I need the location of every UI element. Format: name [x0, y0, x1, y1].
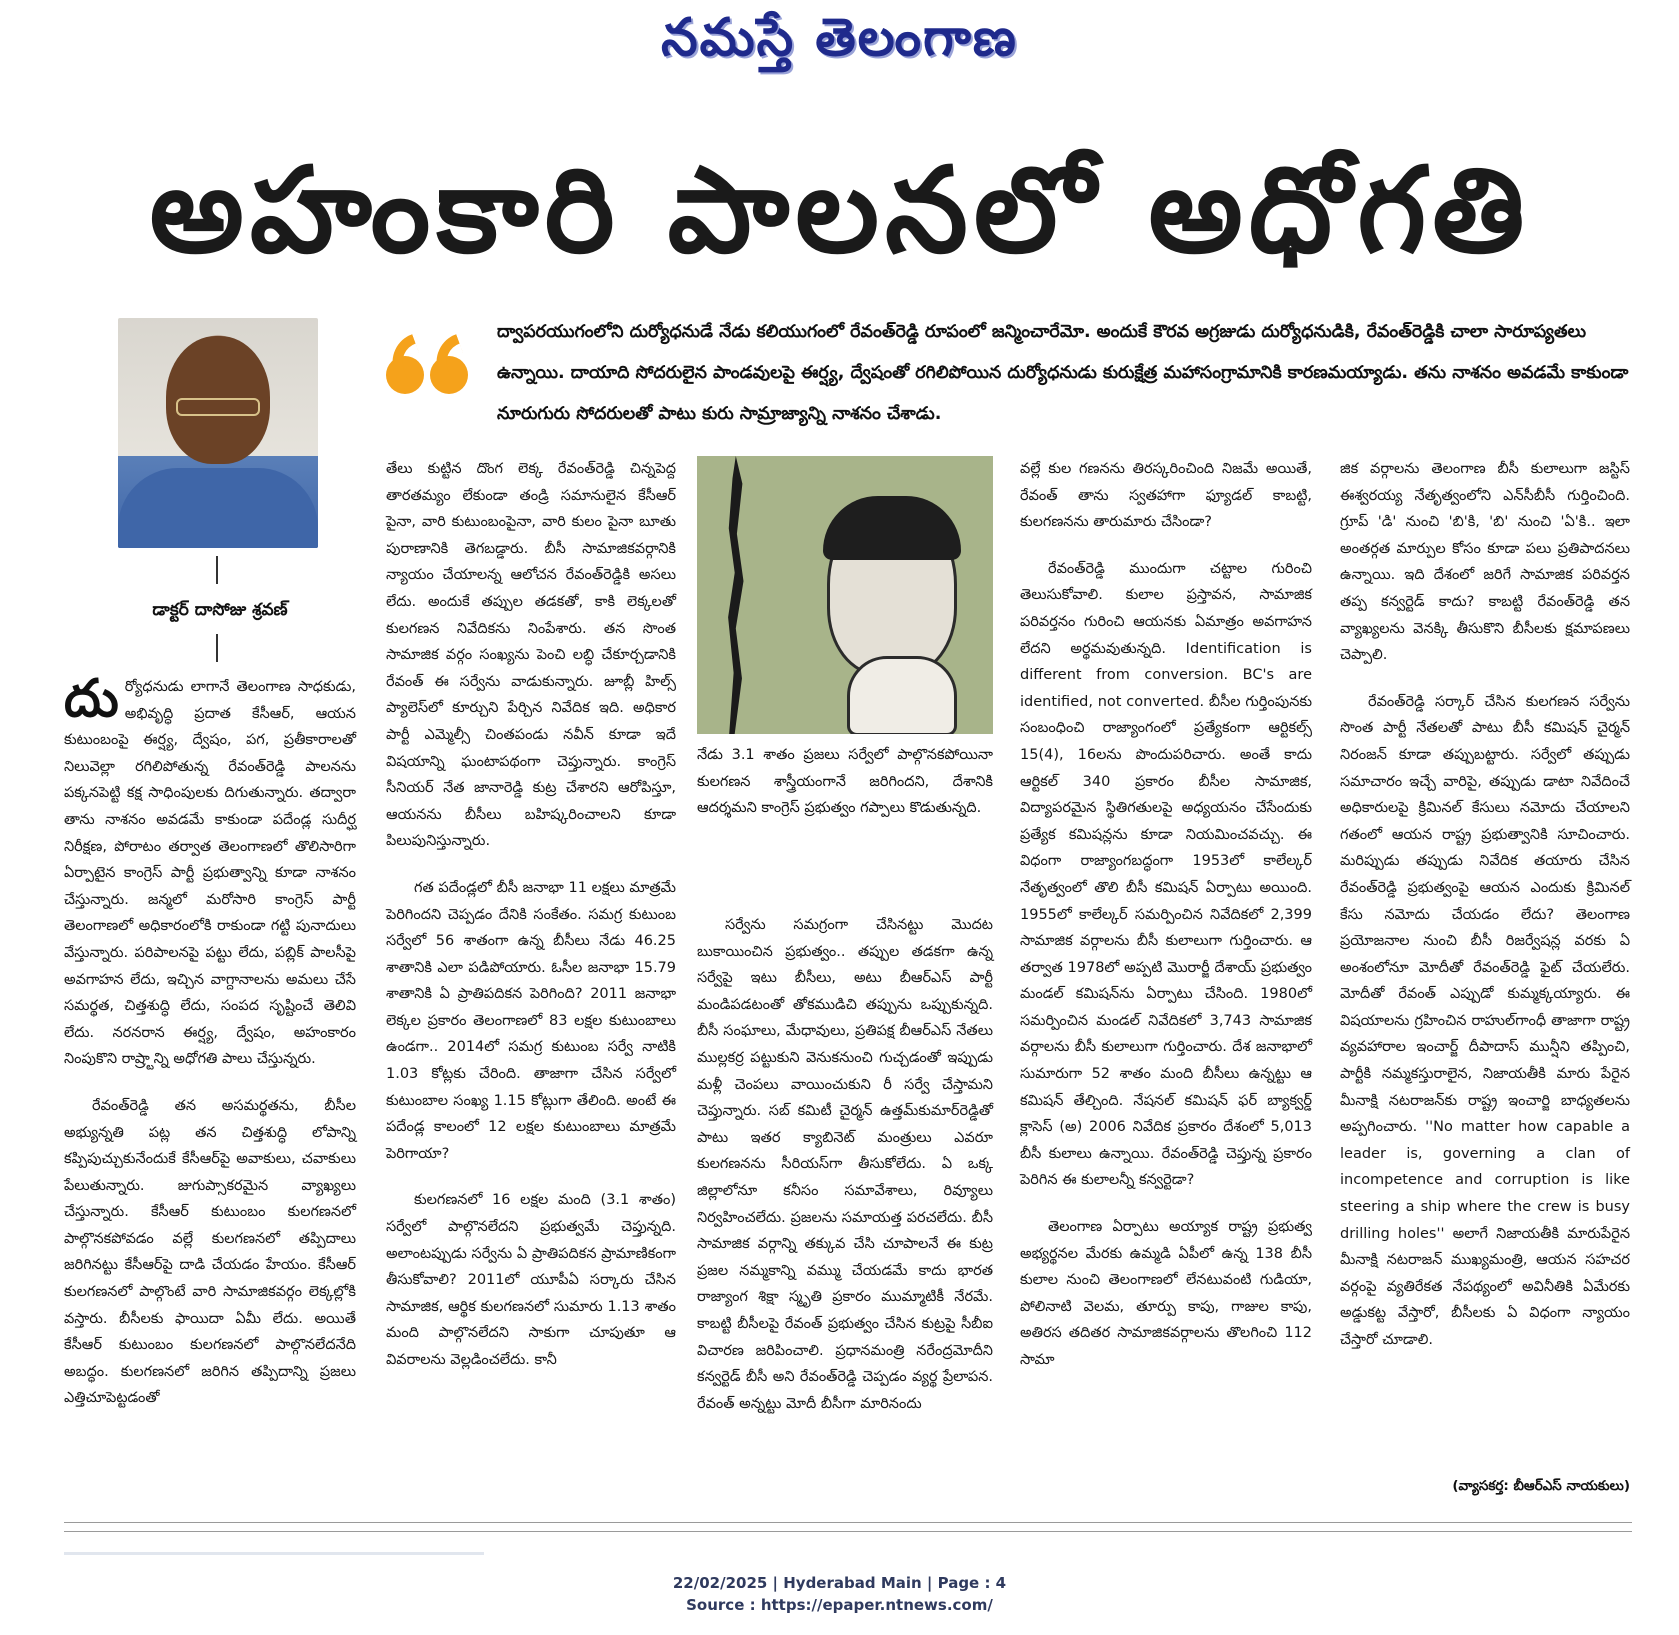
article-column-3 — [697, 912, 993, 1437]
photo-hair — [823, 496, 961, 560]
author-photo — [118, 318, 318, 548]
column-1-paragraph-1-text: ర్యోధనుడు లాగానే తెలంగాణ సాధకుడు, అభివృద్ధి ప్రదాత కేసీఆర్, ఆయన కుటుంబంపై ఈర్ష్య, ద్వేషం, పగ, ప్రతీకారాలతో నిలువెల్లా రగిలిపోతున్న రేవంత్‌రెడ్డి పాలనను పక్కనపెట్టి కక్ష సాధింపులకు దిగుతున్నారు. తద్వారా తాను నాశనం అవడమే కాకుండా పదేండ్ల సుదీర్ఘ నిరీక్షణ, పోరాటం తర్వాత తెలంగాణలో తొలిసారిగా ఏర్పాటైన కాంగ్రెస్ పార్టీ ప్రభుత్వాన్ని కూడా నాశనం చేస్తున్నారు. జన్మలో మరోసారి కాంగ్రెస్ పార్టీ తెలంగాణలో అధికారంలోకి రాకుండా గట్టి పునాదులు వేస్తున్నారు. పరిపాలనపై పట్టు లేదు, పబ్లిక్ పాలసీపై అవగాహన లేదు, ఇచ్చిన వాగ్దానాలను అమలు చేసే సమర్థత, చిత్తశుద్ధి లేదు, సంపద సృష్టించే తెలివి లేదు. నరనరాన ఈర్ష్య, ద్వేషం, అహంకారం నింపుకొని రాష్ర్టాన్ని అధోగతి పాలు చేస్తున్నరు. — [64, 679, 356, 1068]
author-credit: (వ్యాసకర్త: బీఆర్‌ఎస్ నాయకులు) — [1452, 1478, 1630, 1494]
column-1-paragraph-2: రేవంత్‌రెడ్డి తన అసమర్థతను, బీసీల అభ్యున్నతి పట్ల తన చిత్తశుద్ధి లోపాన్ని కప్పిపుచ్చుకునేందుకే కేసీఆర్‌పై అవాకులు, చవాకులు పేలుతున్నారు. జుగుప్సాకరమైన వ్యాఖ్యలు చేస్తున్నారు. కేసీఆర్ కుటుంబం కులగణనలో పాల్గొనకపోవడం వల్లే కులగణనలో తప్పిదాలు జరిగినట్టు కేసీఆర్‌పై దాడి చేయడం హేయం. కేసీఆర్ కులగణనలో పాల్గొంటే వారి సామాజికవర్గం లెక్కల్లోకి వస్తారు. బీసీలకు ఫాయిదా ఏమీ లేదు. అయితే కేసీఆర్ కుటుంబం కులగణనలో పాల్గొనలేదనేది అబద్ధం. కులగణనలో జరిగిన తప్పిదాన్ని ప్రజలు ఎత్తిచూపెట్టడంతో — [64, 1097, 356, 1407]
drop-cap: దు — [64, 669, 119, 729]
quote-mark-right — [430, 356, 468, 394]
footer-source-link[interactable]: Source : https://epaper.ntnews.com/ — [686, 1596, 993, 1614]
article-column-5 — [1340, 456, 1630, 1374]
column-5-paragraph-1: జిక వర్గాలను తెలంగాణ బీసీ కులాలుగా జస్టిస్ ఈశ్వరయ్య నేతృత్వంలోని ఎన్‌సీబీసీ గుర్తించింది. గ్రూప్ 'డి' నుంచి 'బి'కి, 'బి' నుంచి 'ఏ'కి.. ఇలా అంతర్గత మార్పుల కోసం కూడా పలు ప్రతిపాదనలు ఉన్నాయి. ఇది దేశంలో జరిగే సామాజిక పరివర్తన తప్ప కన్వర్టెడ్ కాదు? కాబట్టి రేవంత్‌రెడ్డి తన వ్యాఖ్యలను వెనక్కి తీసుకొని బీసీలకు క్షమాపణలు చెప్పాలి. — [1340, 461, 1630, 664]
column-2-paragraph-1: తేలు కుట్టిన దొంగ లెక్క రేవంత్‌రెడ్డి చిన్నపెద్ద తారతమ్యం లేకుండా తండ్రి సమానులైన కేసీఆర్ పైనా, వారి కుటుంబంపైనా, వారి కులం పైనా బూతు పురాణానికి తెగబడ్డారు. బీసీ సామాజికవర్గానికి న్యాయం చేయాలన్న ఆలోచన రేవంత్‌రెడ్డికి అసలు లేదు. అందుకే తప్పుల తడకతో, కాకి లెక్కలతో కులగణన నివేదికను నింపేశారు. తన సొంత సామాజిక వర్గం సంఖ్యను పెంచి లబ్ధి చేకూర్చడానికి రేవంత్ ఈ సర్వేను వాడుకున్నారు. జూబ్లీ హిల్స్ ప్యాలెస్‌లో కూర్చుని పేర్చిన నివేదిక ఇది. అధికార పార్టీ ఎమ్మెల్సీ చింతపండు నవీన్ కూడా ఇదే విషయాన్ని ఘంటాపథంగా చెప్తున్నారు. కాంగ్రెస్ సీనియర్ నేత జానారెడ్డి కుట్ర చేశారని ఆరోపిస్తూ, ఆయనను బీసీలు బహిష్కరించాలని కూడా పిలుపునిస్తున్నారు. — [386, 461, 676, 850]
quote-mark-icon — [386, 338, 470, 398]
photo-crack-graphic — [727, 456, 749, 734]
article-column-2 — [386, 456, 676, 1394]
article-column-4 — [1020, 456, 1312, 1394]
author-divider-top — [216, 556, 218, 584]
author-divider-bottom — [216, 634, 218, 662]
column-5-paragraph-2: రేవంత్‌రెడ్డి సర్కార్ చేసిన కులగణన సర్వేను సొంత పార్టీ నేతలతో పాటు బీసీ కమిషన్ చైర్మన్ నిరంజన్ కూడా తప్పుబట్టారు. సర్వేలో తప్పుడు సమాచారం ఇచ్చే వారిపై, తప్పుడు డాటా నివేదించే అధికారులపై క్రిమినల్ కేసులు నమోదు చేయాలని గతంలో ఆయన రాష్ట్ర ప్రభుత్వానికి సూచించారు. మరిప్పుడు తప్పుడు నివేదిక తయారు చేసిన రేవంత్‌రెడ్డి ప్రభుత్వంపై ఆయన ఎందుకు క్రిమినల్ కేసు నమోదు చేయడం లేదు? తెలంగాణ ప్రయోజనాల నుంచి బీసీ రిజర్వేషన్ల వరకు ఏ అంశంలోనూ మోదీతో రేవంత్‌రెడ్డి ఫైట్ చేయలేరు. మోదీతో రేవంత్ ఎప్పుడో కుమ్మక్కయ్యారు. ఈ విషయాలను గ్రహించిన రాహుల్‌గాంధీ తాజాగా రాష్ట్ర వ్యవహారాల ఇంచార్జ్ దీపాదాస్ మున్షీని తప్పించి, పార్టీకి నమ్మకస్తురాలైన, నిజాయతీకి మారు పేరైన మీనాక్షి నటరాజన్‌కు రాష్ట్ర ఇంచార్జి బాధ్యతలను అప్పగించారు. ''No matter how capable a leader is, governing a clan of incompetence and corruption is like steering a ship where the crew is busy drilling holes'' అలాగే నిజాయతీకి మారుపేరైన మీనాక్షి నటరాజన్ ముఖ్యమంత్రి, ఆయన సహచర వర్గంపై వ్యతిరేకత నేపథ్యంలో అవినీతికి ఏమేరకు అడ్డుకట్ట వేస్తారో, బీసీలకు ఏ విధంగా న్యాయం చేస్తారో చూడాలి. — [1340, 693, 1630, 1348]
column-4-paragraph-2: రేవంత్‌రెడ్డి ముందుగా చట్టాల గురించి తెలుసుకోవాలి. కులాల ప్రస్తావన, సామాజిక పరివర్తనం గురించి ఆయనకు ఏమాత్రం అవగాహన లేదని అర్థమవుతున్నది. Identification is different from conversion. BC's are identified, not converted. బీసీల గుర్తింపునకు సంబంధించి రాజ్యాంగంలో ప్రత్యేకంగా ఆర్టికల్స్ 15(4), 16లను పొందుపరిచారు. అంతే కాదు ఆర్టికల్ 340 ప్రకారం బీసీల సామాజిక, విద్యాపరమైన స్థితిగతులపై అధ్యయనం చేసేందుకు ప్రత్యేక కమిషన్లను కూడా నియమించవచ్చు. ఈ విధంగా రాజ్యాంగబద్ధంగా 1953లో కాలేల్కర్ నేతృత్వంలో తొలి బీసీ కమిషన్ ఏర్పాటు అయింది. 1955లో కాలేల్కర్ సమర్పించిన నివేదికలో 2,399 సామాజిక వర్గాలను బీసీ కులాలుగా గుర్తించారు. ఆ తర్వాత 1978లో అప్పటి మొరార్జీ దేశాయ్ ప్రభుత్వం మండల్ కమిషన్‌ను ఏర్పాటు చేసింది. 1980లో సమర్పించిన మండల్ నివేదికలో 3,743 సామాజిక వర్గాలను బీసీ కులాలుగా గుర్తించారు. దేశ జనాభాలో సుమారుగా 52 శాతం మంది బీసీలు ఉన్నట్టు ఆ కమిషన్ తేల్చింది. నేషనల్ కమిషన్ ఫర్ బ్యాక్వర్డ్ క్లాసెస్ (అ) 2006 నివేదిక ప్రకారం దేశంలో 5,013 బీసీ కులాలు ఉన్నాయి. రేవంత్‌రెడ్డి చెప్తున్న ప్రకారం పెరిగిన ఈ కులాలన్నీ కన్వర్టెడా? — [1020, 560, 1312, 1189]
footer-rule-top — [64, 1522, 1632, 1523]
photo-hand — [847, 656, 957, 734]
page-footer — [0, 1572, 1679, 1616]
column-3-paragraph-1: సర్వేను సమగ్రంగా చేసినట్టు మొదట బుకాయించిన ప్రభుత్వం.. తప్పుల తడకగా ఉన్న సర్వేపై ఇటు బీసీలు, అటు బీఆర్‌ఎస్ పార్టీ మండిపడటంతో తోకముడిచి తప్పును ఒప్పుకున్నది. బీసీ సంఘాలు, మేధావులు, ప్రతిపక్ష బీఆర్‌ఎస్ నేతలు ముల్లకర్ర పట్టుకుని వెనుకనుంచి గుచ్చడంతో ఇప్పుడు మళ్లీ చెంపలు వాయించుకుని రీ సర్వే చేస్తామని చెప్తున్నారు. సబ్ కమిటీ చైర్మన్ ఉత్తమ్‌కుమార్‌రెడ్డితో పాటు ఇతర క్యాబినెట్ మంత్రులు ఎవరూ కులగణనను సీరియస్‌గా తీసుకోలేదు. ఏ ఒక్క జిల్లాలోనూ కనీసం సమావేశాలు, రివ్యూలు నిర్వహించలేదు. ప్రజలను సమాయత్త పరచలేదు. బీసీ సామాజిక వర్గాన్ని తక్కువ చేసి చూపాలనే ఈ కుట్ర ప్రజల నమ్మకాన్ని వమ్ము చేయడమే కాదు భారత రాజ్యాంగ శిక్షా స్మృతి ప్రకారం ముమ్మాటికీ నేరమే. కాబట్టి బీసీలపై రేవంత్ ప్రభుత్వం చేసిన కుట్రపై సీబీఐ విచారణ జరిపించాలి. ప్రధానమంత్రి నరేంద్రమోదీని కన్వర్టెడ్ బీసీ అని రేవంత్‌రెడ్డి చెప్పడం వ్యర్థ ప్రేలాపన. రేవంత్ అన్నట్టు మోదీ బీసీగా మారినందు — [697, 917, 993, 1412]
article-column-1 — [64, 669, 356, 1432]
author-photo-body — [118, 468, 318, 548]
column-4-paragraph-3: తెలంగాణ ఏర్పాటు అయ్యాక రాష్ట్ర ప్రభుత్వ అభ్యర్థనల మేరకు ఉమ్మడి ఏపీలో ఉన్న 138 బీసీ కులాల నుంచి తెలంగాణలో లేనటువంటి గుడియా, పోలినాటి వెలమ, తూర్పు కాపు, గాజుల కాపు, అతిరస తదితర సామాజికవర్గాలను తొలగించి 112 సామా — [1020, 1219, 1312, 1368]
masthead — [0, 8, 1679, 81]
column-2-paragraph-3: కులగణనలో 16 లక్షల మంది (3.1 శాతం) సర్వేలో పాల్గొనలేదని ప్రభుత్వమే చెప్తున్నది. అలాంటప్పుడు సర్వేను ఏ ప్రాతిపదికన ప్రామాణికంగా తీసుకోవాలి? 2011లో యూపీఏ సర్కారు చేసిన సామాజిక, ఆర్థిక కులగణనలో సుమారు 1.13 శాతం మంది పాల్గొనలేదని సాకుగా చూపుతూ ఆ వివరాలను వెల్లడించలేదు. కానీ — [386, 1192, 676, 1368]
quote-mark-left — [386, 356, 424, 394]
author-name: డాక్టర్ దాసోజు శ్రవణ్ — [152, 600, 288, 620]
author-photo-glasses — [176, 398, 260, 416]
column-3-lead-text: నేడు 3.1 శాతం ప్రజలు సర్వేలో పాల్గొనకపోయినా కులగణన శాస్త్రీయంగానే జరిగిందని, దేశానికి ఆదర్శమని కాంగ్రెస్ ప్రభుత్వం గప్పాలు కొడుతున్నది. — [697, 747, 993, 817]
column-4-paragraph-1: వల్లే కుల గణనను తిరస్కరించింది నిజమే అయితే, రేవంత్ తాను స్వతహాగా ఫ్యూడల్ కాబట్టి, కులగణనను తారుమారు చేసిండా? — [1020, 461, 1312, 531]
column-2-paragraph-2: గత పదేండ్లలో బీసీ జనాభా 11 లక్షలు మాత్రమే పెరిగిందని చెప్పడం దేనికి సంకేతం. సమగ్ర కుటుంబ సర్వేలో 56 శాతంగా ఉన్న బీసీలు నేడు 46.25 శాతానికి ఎలా పడిపోయారు. ఓసీల జనాభా 15.79 శాతానికి ఏ ప్రాతిపదికన పెరిగింది? 2011 జనాభా లెక్కల ప్రకారం తెలంగాణలో 83 లక్షల కుటుంబాలు ఉండగా.. 2014లో సమగ్ర కుటుంబ సర్వే నాటికి 1.03 కోట్లకు చేరింది. తాజాగా చేసిన సర్వేలో కుటుంబాల సంఖ్య 1.15 కోట్లుగా తేలింది. అంటే ఈ పదేండ్ల కాలంలో 12 లక్షల కుటుంబాలు మాత్రమే పెరిగాయా? — [386, 879, 676, 1162]
footer-rule-accent — [64, 1552, 484, 1555]
pull-quote: ద్వాపరయుగంలోని దుర్యోధనుడే నేడు కలియుగంలో రేవంత్‌రెడ్డి రూపంలో జన్మించారేమో. అందుకే కౌరవ అగ్రజుడు దుర్యోధనుడికి, రేవంత్‌రెడ్డికి చాలా సారూప్యతలు ఉన్నాయి. దాయాది సోదరులైన పాండవులపై ఈర్ష్య, ద్వేషంతో రగిలిపోయిన దుర్యోధనుడు కురుక్షేత్ర మహాసంగ్రామానికి కారణమయ్యాడు. తను నాశనం అవడమే కాకుండా నూరుగురు సోదరులతో పాటు కురు సామ్రాజ్యాన్ని నాశనం చేశాడు. — [497, 322, 1629, 424]
footer-edition-info: 22/02/2025 | Hyderabad Main | Page : 4 — [672, 1574, 1007, 1592]
footer-rule-bottom — [64, 1531, 1632, 1532]
column-1-paragraph-1 — [64, 669, 356, 1073]
article-headline: అహంకారి పాలనలో అధోగతి — [149, 141, 1531, 279]
newspaper-logo: నమస్తే తెలంగాణ — [661, 8, 1018, 68]
article-photo — [697, 456, 993, 734]
